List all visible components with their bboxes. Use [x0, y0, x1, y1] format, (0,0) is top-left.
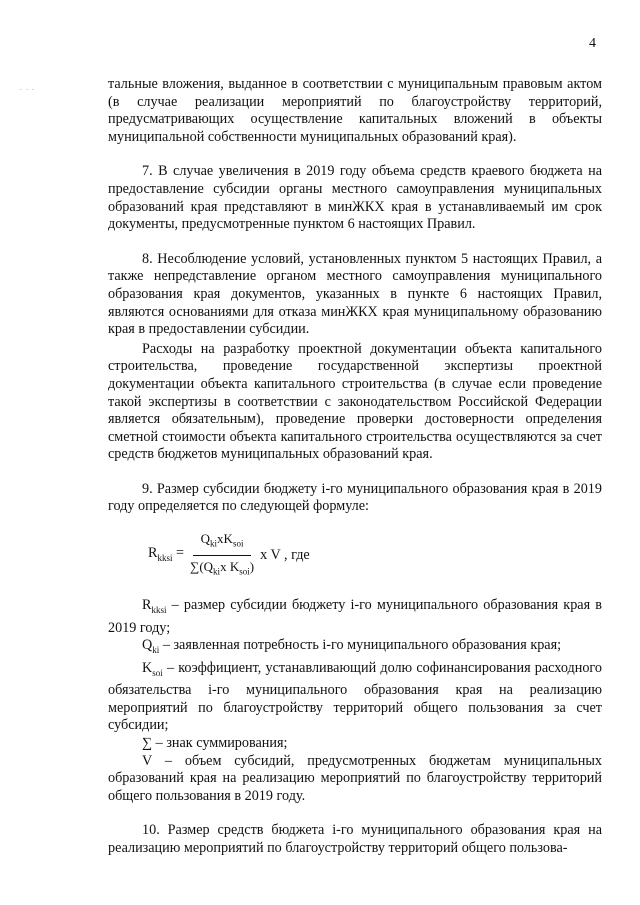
document-body: [108, 76, 602, 858]
formula-fraction: [190, 530, 254, 581]
paragraph-9: 9. Размер субсидии бюджету i-го муниципального образования края в 2019 году определяется по следующей формуле:: [108, 480, 602, 515]
paragraph-8: 8. Несоблюдение условий, установленных пунктом 5 настоящих Правил, а также непредставление органом местного самоуправления муниципального образования края документов, указанных в пункте 6 настоящих Правил, являются основаниями для отказа минЖКХ края муниципальному образованию края в предоставлении субсидии.: [108, 250, 602, 338]
margin-mark: . . .: [20, 83, 35, 92]
paragraph-continuation: тальные вложения, выданное в соответствии с муниципальным правовым актом (в случае реализации мероприятий по благоустройству территорий, предусматривающих осуществление капитальных вложений в объекты муниципальной собственности муниципальных образований края).: [108, 76, 602, 145]
subsidy-formula: [148, 530, 602, 581]
formula-denominator: $\sum(Q_{ki}x$ $K_{soi}$): [190, 559, 255, 577]
definitions-list: [108, 597, 602, 805]
definition-item: $Q_{ki}$ – заявленная потребность i-го муниципального образования края;: [142, 637, 562, 656]
definition-item: V – объем субсидий, предусмотренных бюджетам муниципальных образований края на реализацию мероприятий по благоустройству территорий общего пользования в 2019 году.: [108, 752, 602, 804]
formula-numerator: $Q_{ki}xK_{soi}$: [193, 530, 252, 556]
definition-item: ∑ – знак суммирования;: [142, 735, 288, 752]
formula-tail: x V , где: [260, 546, 310, 563]
paragraph-8-expenses: Расходы на разработку проектной документации объекта капитального строительства, проведение государственной экспертизы проектной документации объекта капитального строительства (в случае если проведение такой экспертизы в соответствии с законодательством Российской Федерации является обязательным), проведение проверки достоверности определения сметной стоимости объекта капитального строительства осуществляются за счет средств бюджетов муниципальных образований края.: [108, 340, 602, 463]
definition-item: $R_{kksi}$ – размер субсидии бюджету i-го муниципального образования края в 2019 году;: [108, 597, 602, 636]
formula-lhs: $R_{kksi}$ =: [148, 544, 185, 563]
paragraph-10: 10. Размер средств бюджета i-го муниципального образования края на реализацию мероприятий по благоустройству территорий общего пользова-: [108, 822, 602, 857]
definition-item: $K_{soi}$ – коэффициент, устанавливающий долю софинансирования расходного обязательства i-го муниципального образования края на реализацию мероприятий по благоустройству территорий общего пользования за счет субсидии;: [108, 659, 602, 734]
paragraph-7: 7. В случае увеличения в 2019 году объема средств краевого бюджета на предоставление субсидии органы местного самоуправления муниципальных образований края представляют в минЖКХ края в устанавливаемый им срок документы, предусмотренные пунктом 6 настоящих Правил.: [108, 163, 602, 233]
page-number: 4: [589, 36, 596, 51]
